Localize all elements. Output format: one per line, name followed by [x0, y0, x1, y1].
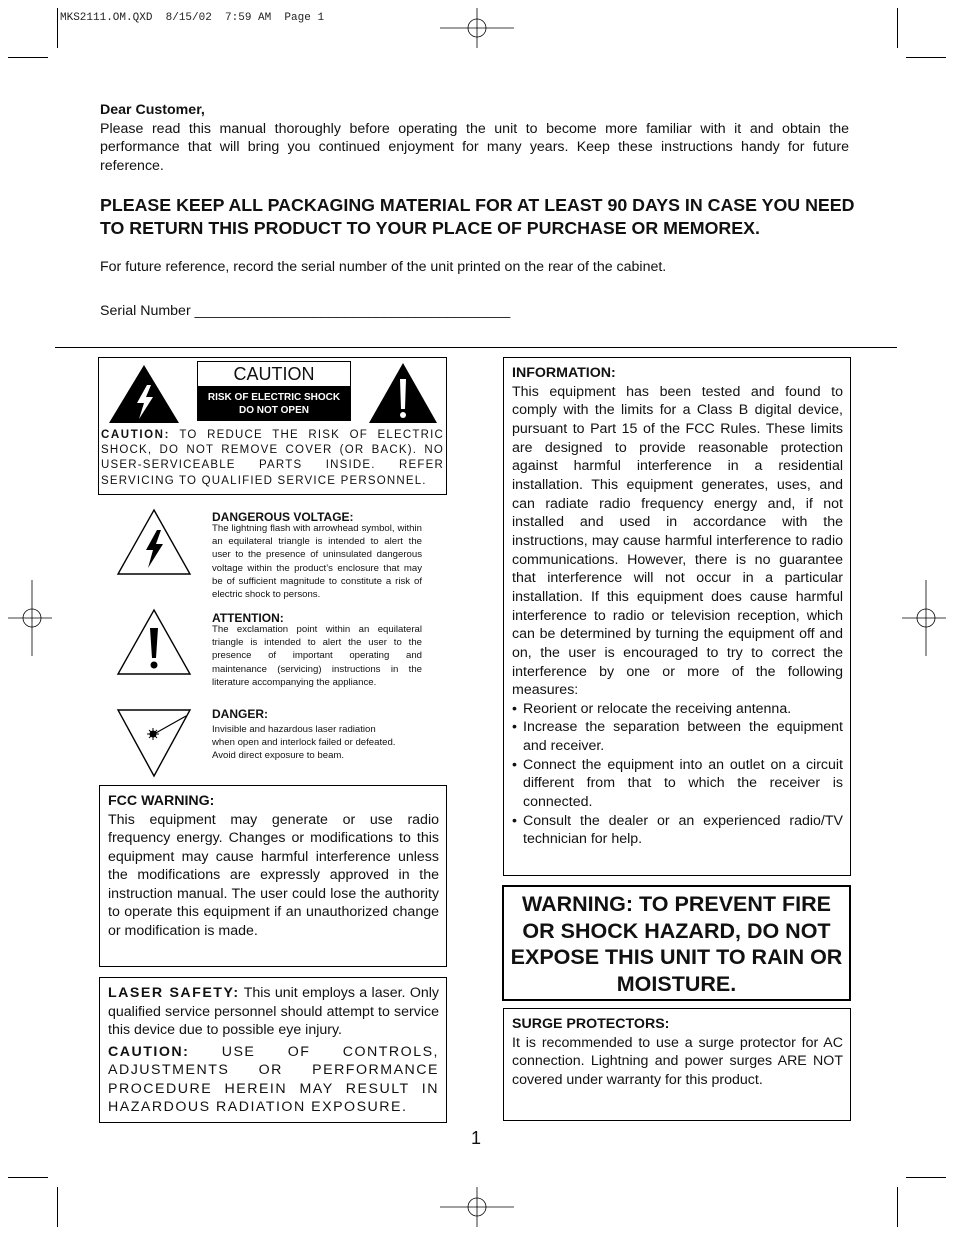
caution-label: RISK OF ELECTRIC SHOCK DO NOT OPEN [197, 387, 351, 421]
laser-safety-paragraph [108, 984, 439, 1040]
exclamation-triangle-icon [367, 361, 439, 425]
dangerous-voltage-title: DANGEROUS VOLTAGE: [212, 510, 354, 524]
fcc-warning-text: This equipment may generate or use radio frequency energy. Changes or modifications to this equipment may cause harmful interference unless the modifications are expressly approved in the instruction manual. The user could lose the authority to operate this equipment if an unauthorized change or modification is made. [108, 811, 439, 939]
registration-mark-top [440, 8, 514, 48]
surge-protectors-box [503, 1008, 851, 1121]
danger-text: Invisible and hazardous laser radiation when open and interlock failed or defeated. Avoid direct exposure to beam. [212, 724, 396, 762]
dangerous-voltage-text: The lightning flash with arrowhead symbol, within an equilateral triangle is intended to alert the user to the presence of uninsulated dangerous voltage within the product’s enclosure that may be of sufficient magnitude to constitute a risk of electric shock to persons. [212, 523, 422, 601]
divider [55, 347, 897, 348]
surge-protectors-title: SURGE PROTECTORS: [512, 1016, 670, 1032]
caution-box [98, 357, 447, 495]
registration-mark-bottom [440, 1187, 514, 1227]
fire-shock-warning-box [502, 885, 851, 1001]
attention-title: ATTENTION: [212, 611, 284, 625]
caution-title: CAUTION [197, 361, 351, 387]
intro-section [100, 101, 849, 175]
serial-number-field: Serial Number ________________________________________ [100, 303, 511, 319]
list-item: • Consult the dealer or an experienced radio/TV technician for help. [512, 812, 843, 848]
registration-mark-right [902, 580, 946, 656]
lightning-triangle-icon [107, 363, 181, 425]
registration-mark-left [8, 580, 52, 656]
greeting: Dear Customer, [100, 102, 205, 118]
laser-caution-text: USE OF CONTROLS, ADJUSTMENTS OR PERFORMANCE PROCEDURE HEREIN MAY RESULT IN HAZARDOUS RADIATION EXPOSURE. [108, 1043, 439, 1115]
future-reference-text: For future reference, record the serial number of the unit printed on the rear of the cabinet. [100, 259, 667, 275]
lightning-symbol-icon [116, 508, 192, 576]
information-title: INFORMATION: [512, 365, 616, 381]
laser-caution-title: CAUTION: [108, 1043, 190, 1060]
danger-title: DANGER: [212, 707, 268, 721]
list-item: • Reorient or relocate the receiving antenna. [512, 700, 792, 717]
surge-protectors-text: It is recommended to use a surge protector for AC connection. Lightning and power surges ARE NOT covered under warranty for this product. [512, 1034, 843, 1088]
laser-safety-title: LASER SAFETY: [108, 985, 240, 1001]
fcc-warning-title: FCC WARNING: [108, 793, 215, 809]
laser-safety-box [99, 977, 447, 1123]
laser-safety-text: This unit employs a laser. Only qualified service personnel should attempt to service this device due to possible eye injury. [108, 985, 439, 1038]
attention-text: The exclamation point within an equilateral triangle is intended to alert the user to the presence of important operating and maintenance (servicing) instructions in the literature accompanying the appliance. [212, 624, 422, 688]
information-text: This equipment has been tested and found to comply with the limits for a Class B digital device, pursuant to Part 15 of the FCC Rules. These limits are designed to provide reasonable protection against harmful interference in a residential installation. This equipment generates, uses, and can radiate radio frequency energy and, if not installed and used in accordance with the instructions, may cause harmful interference to radio communications. However, there is no guarantee that interference will not occur in a particular installation. If this equipment does cause harmful interference to radio or television reception, which can be determined by turning the equipment off and on, the user is encouraged to try to correct the interference by one or more of the following measures: [512, 383, 843, 699]
laser-symbol-icon [116, 708, 192, 778]
fire-shock-warning-text: WARNING: TO PREVENT FIRE OR SHOCK HAZARD, DO NOT EXPOSE THIS UNIT TO RAIN OR MOISTURE. [510, 892, 843, 996]
list-item: • Increase the separation between the equipment and receiver. [512, 719, 843, 755]
exclamation-symbol-icon [116, 608, 192, 676]
list-item: • Connect the equipment into an outlet on a circuit different from that to which the receiver is connected. [512, 756, 843, 811]
caution-text: CAUTION: TO REDUCE THE RISK OF ELECTRIC SHOCK, DO NOT REMOVE COVER (OR BACK). NO USER-SERVICEABLE PARTS INSIDE. REFER SERVICING TO QUALIFIED SERVICE PERSONNEL. [101, 429, 444, 487]
information-box [503, 357, 851, 876]
laser-caution-paragraph [108, 1043, 439, 1117]
intro-text: Please read this manual thoroughly before operating the unit to become more familiar with it and obtain the performance that will bring you continued enjoyment for many years. Keep these instructions handy for future reference. [100, 120, 849, 174]
fcc-warning-box [99, 785, 447, 967]
page-number: 1 [471, 1128, 482, 1148]
print-header: MKS2111.OM.QXD 8/15/02 7:59 AM Page 1 [60, 12, 325, 24]
packaging-notice: PLEASE KEEP ALL PACKAGING MATERIAL FOR AT LEAST 90 DAYS IN CASE YOU NEED TO RETURN THIS PRODUCT TO YOUR PLACE OF PURCHASE OR MEMOREX. [100, 195, 855, 238]
